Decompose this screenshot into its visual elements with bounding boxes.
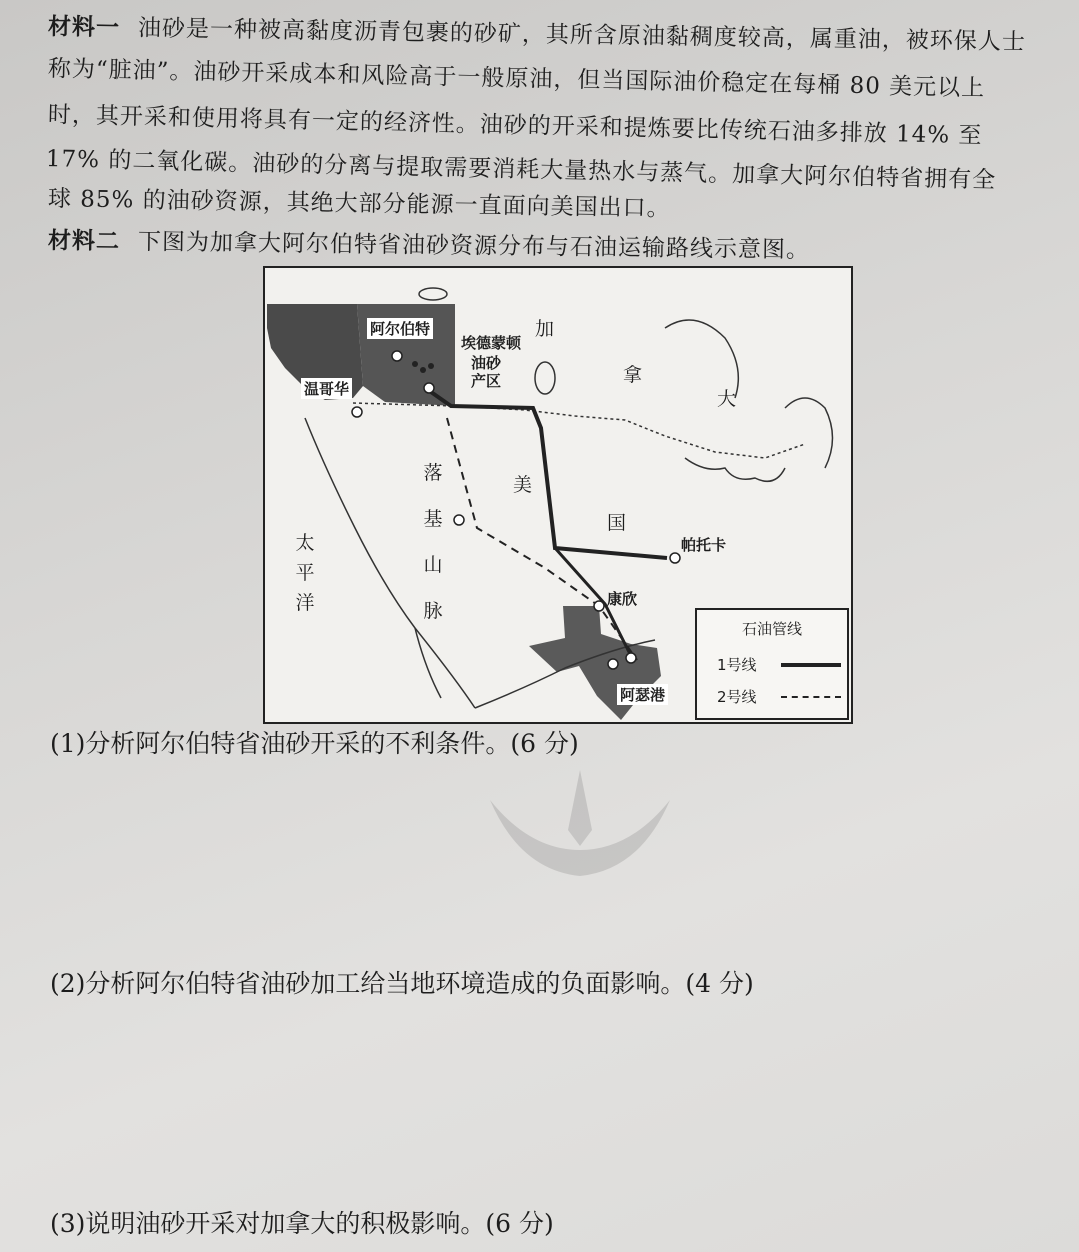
material1-line-4: 17% 的二氧化碳。油砂的分离与提取需要消耗大量热水与蒸气。加拿大阿尔伯特省拥有全 <box>45 146 997 194</box>
arctic-island <box>419 288 447 300</box>
port-arthur-point-2 <box>626 653 636 663</box>
material1-line-3: 时，其开采和使用将具有一定的经济性。油砂的开采和提炼要比传统石油多排放 14% 至 <box>47 102 983 150</box>
oil-sand-dot-1 <box>412 361 418 367</box>
pipeline-1 <box>431 392 667 558</box>
legend-title: 石油管线 <box>741 620 802 638</box>
lake-shape <box>535 362 555 394</box>
oil-sand-dot-2 <box>420 367 426 373</box>
label-pacific: 太平洋 <box>295 532 315 614</box>
legend-line1-sample <box>781 663 841 667</box>
cushing-point <box>594 601 604 611</box>
label-rocky-mountains: 落基山脉 <box>423 462 443 622</box>
material2-line: 材料二 下图为加拿大阿尔伯特省油砂资源分布与石油运输路线示意图。 <box>47 228 811 264</box>
label-cushing: 康欣 <box>607 590 638 608</box>
edmonton-point <box>392 351 402 361</box>
pipeline-legend <box>695 608 849 720</box>
legend-line2-label: 2号线 <box>717 688 757 706</box>
material1-line-1: 材料一 油砂是一种被高黏度沥青包裹的砂矿，其所含原油黏稠度较高，属重油，被环保人士 <box>47 14 1027 56</box>
question-3: (3)说明油砂开采对加拿大的积极影响。(6 分) <box>50 1209 554 1238</box>
east-coast <box>785 398 833 468</box>
oil-sand-point <box>424 383 434 393</box>
label-patoka: 帕托卡 <box>681 536 727 554</box>
legend-line2-sample <box>781 696 841 698</box>
label-vancouver: 温哥华 <box>301 378 352 399</box>
label-na: 拿 <box>623 364 643 386</box>
patoka-point <box>670 553 680 563</box>
oil-sand-dot-3 <box>428 363 434 369</box>
great-lakes <box>685 458 785 481</box>
label-jia: 加 <box>535 318 555 340</box>
vancouver-point <box>352 407 362 417</box>
pacific-coast <box>305 418 475 708</box>
question-1: (1)分析阿尔伯特省油砂开采的不利条件。(6 分) <box>50 729 579 758</box>
oil-sand-map <box>263 266 853 724</box>
material1-line-5: 球 85% 的油砂资源，其绝大部分能源一直面向美国出口。 <box>47 186 671 222</box>
border-line <box>353 403 805 458</box>
question-2: (2)分析阿尔伯特省油砂加工给当地环境造成的负面影响。(4 分) <box>50 969 754 998</box>
rocky-point <box>454 515 464 525</box>
label-alberta: 阿尔伯特 <box>367 318 433 339</box>
baja-coast <box>415 628 441 698</box>
port-arthur-point <box>608 659 618 669</box>
legend-line1-label: 1号线 <box>717 656 757 674</box>
label-da: 大 <box>717 388 737 410</box>
label-guo: 国 <box>607 512 627 534</box>
label-mei: 美 <box>513 474 533 496</box>
material1-label: 材料一 <box>47 14 121 42</box>
label-port-arthur: 阿瑟港 <box>617 684 668 705</box>
pipeline-2 <box>447 418 637 660</box>
material2-label: 材料二 <box>47 228 121 255</box>
watermark-logo <box>480 770 680 880</box>
label-oil-sand-area: 油砂 产区 <box>471 354 502 390</box>
label-edmonton: 埃德蒙顿 <box>461 334 522 352</box>
material1-line-2: 称为“脏油”。油砂开采成本和风险高于一般原油，但当国际油价稳定在每桶 80 美元以上 <box>47 56 986 102</box>
